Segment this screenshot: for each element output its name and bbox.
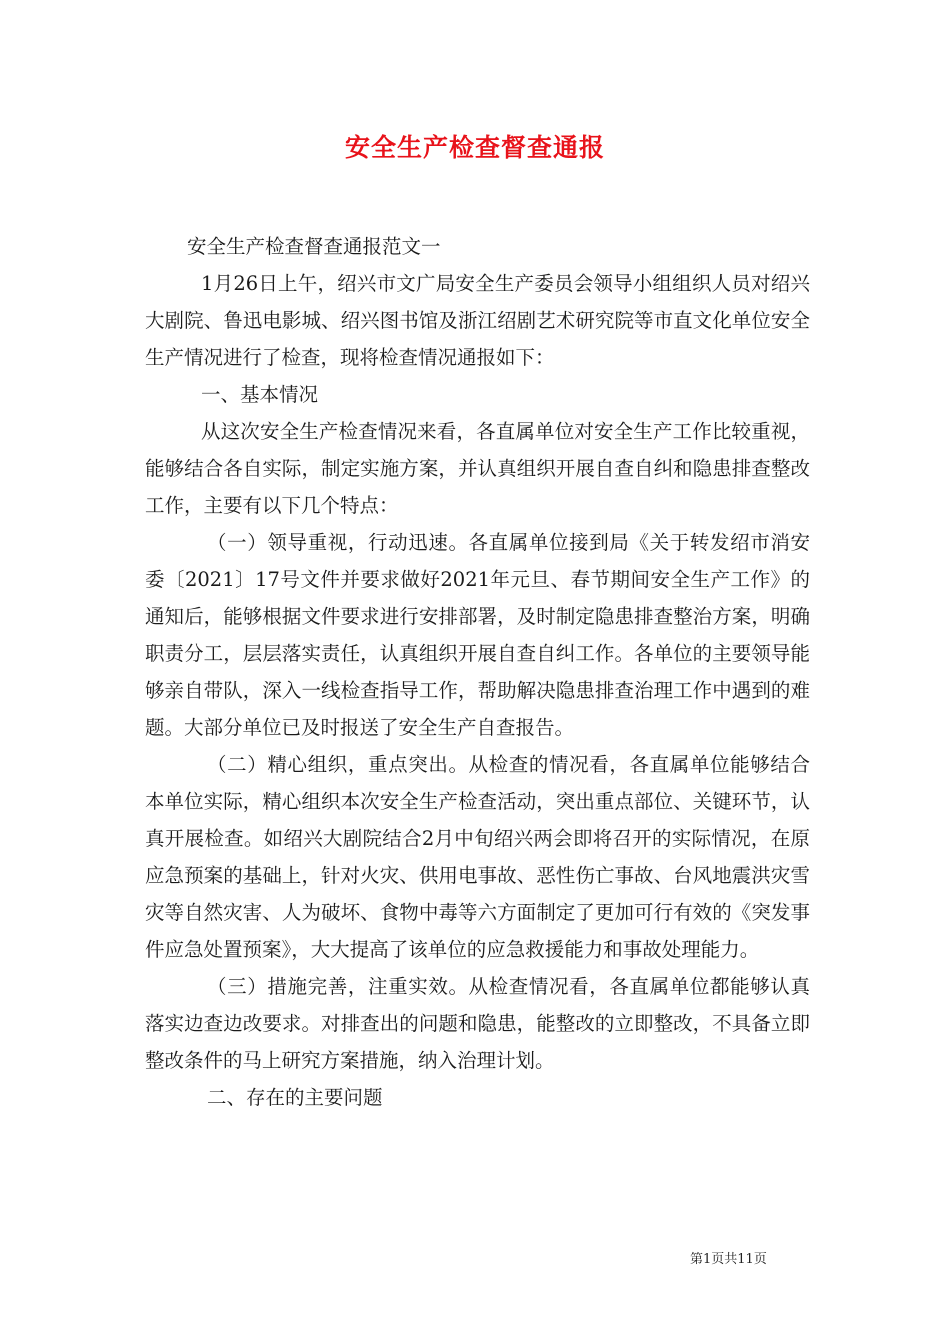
paragraph-overview: 从这次安全生产检查情况来看，各直属单位对安全生产工作比较重视，能够结合各自实际，制定实施方案，并认真组织开展自查自纠和隐患排查整改工作，主要有以下几个特点： [145,420,810,517]
paragraph-point-3: （三）措施完善，注重实效。从检查情况看，各直属单位都能够认真落实边查边改要求。对排查出的问题和隐患，能整改的立即整改，不具备立即整改条件的马上研究方案措施，纳入治理计划。 [145,975,810,1072]
heading-main-problems: 二、存在的主要问题 [207,1086,383,1109]
document-body [145,228,810,1116]
paragraph-intro: 1月26日上午，绍兴市文广局安全生产委员会领导小组组织人员对绍兴大剧院、鲁迅电影城、绍兴图书馆及浙江绍剧艺术研究院等市直文化单位安全生产情况进行了检查，现将检查情况通报如下： [145,272,810,369]
heading-basic-situation: 一、基本情况 [201,383,319,406]
section-subtitle: 安全生产检查督查通报范文一 [187,235,441,258]
paragraph-point-2: （二）精心组织，重点突出。从检查的情况看，各直属单位能够结合本单位实际，精心组织本次安全生产检查活动，突出重点部位、关键环节，认真开展检查。如绍兴大剧院结合2月中旬绍兴两会即将召开的实际情况，在原应急预案的基础上，针对火灾、供用电事故、恶性伤亡事故、台风地震洪灾雪灾等自然灾害、人为破坏、食物中毒等六方面制定了更加可行有效的《突发事件应急处置预案》，大大提高了该单位的应急救援能力和事故处理能力。 [145,753,810,961]
page-number: 第1页共11页 [690,1252,767,1267]
paragraph-point-1: （一）领导重视，行动迅速。各直属单位接到局《关于转发绍市消安委〔2021〕17号文件并要求做好2021年元旦、春节期间安全生产工作》的通知后，能够根据文件要求进行安排部署，及时制定隐患排查整治方案，明确职责分工，层层落实责任，认真组织开展自查自纠工作。各单位的主要领导能够亲自带队，深入一线检查指导工作，帮助解决隐患排查治理工作中遇到的难题。大部分单位已及时报送了安全生产自查报告。 [145,531,810,739]
document-title: 安全生产检查督查通报 [344,133,605,162]
